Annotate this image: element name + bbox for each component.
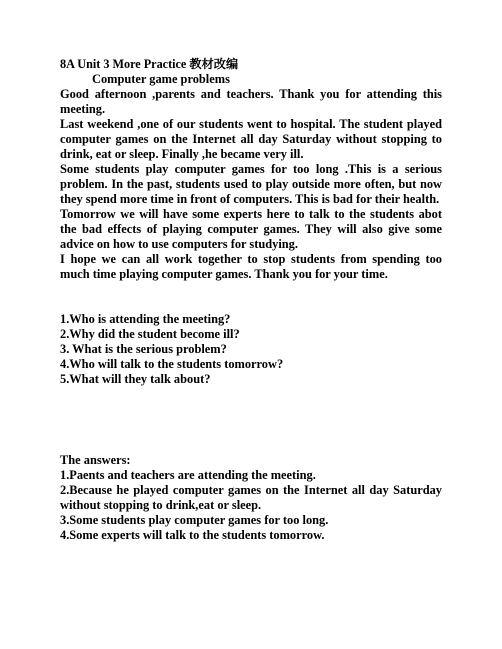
answer-item: 2.Because he played computer games on the Internet all day Saturday without stopping to drink,eat or sleep. xyxy=(60,483,442,512)
question-item: 5.What will they talk about? xyxy=(60,372,211,386)
answers-section xyxy=(60,453,442,543)
question-item: 4.Who will talk to the students tomorrow? xyxy=(60,357,284,371)
question-item: 2.Why did the student become ill? xyxy=(60,327,240,341)
answers-heading: The answers: xyxy=(60,453,131,467)
paragraph-incident: Last weekend ,one of our students went to hospital. The student played computer games on the Internet all day Saturday without stopping to drink, eat or sleep. Finally ,he became very ill. xyxy=(60,117,442,161)
paragraph-problem: Some students play computer games for too long .This is a serious problem. In the past, students used to play outside more often, but now they spend more time in front of computers. This is bad for their health. xyxy=(60,162,442,206)
questions-list xyxy=(60,312,442,387)
answer-item: 4.Some experts will talk to the students tomorrow. xyxy=(60,528,325,542)
paragraph-greeting: Good afternoon ,parents and teachers. Thank you for attending this meeting. xyxy=(60,87,442,116)
document-subtitle: Computer game problems xyxy=(92,72,230,86)
answer-item: 3.Some students play computer games for too long. xyxy=(60,513,329,527)
question-item: 3. What is the serious problem? xyxy=(60,342,227,356)
document-page xyxy=(60,57,442,543)
answer-item: 1.Paents and teachers are attending the meeting. xyxy=(60,468,316,482)
question-item: 1.Who is attending the meeting? xyxy=(60,312,231,326)
paragraph-closing: I hope we can all work together to stop students from spending too much time playing computer games. Thank you for your time. xyxy=(60,252,442,281)
document-title: 8A Unit 3 More Practice 教材改编 xyxy=(60,57,239,71)
paragraph-experts: Tomorrow we will have some experts here to talk to the students abot the bad effects of playing computer games. They will also give some advice on how to use computers for studying. xyxy=(60,207,442,251)
